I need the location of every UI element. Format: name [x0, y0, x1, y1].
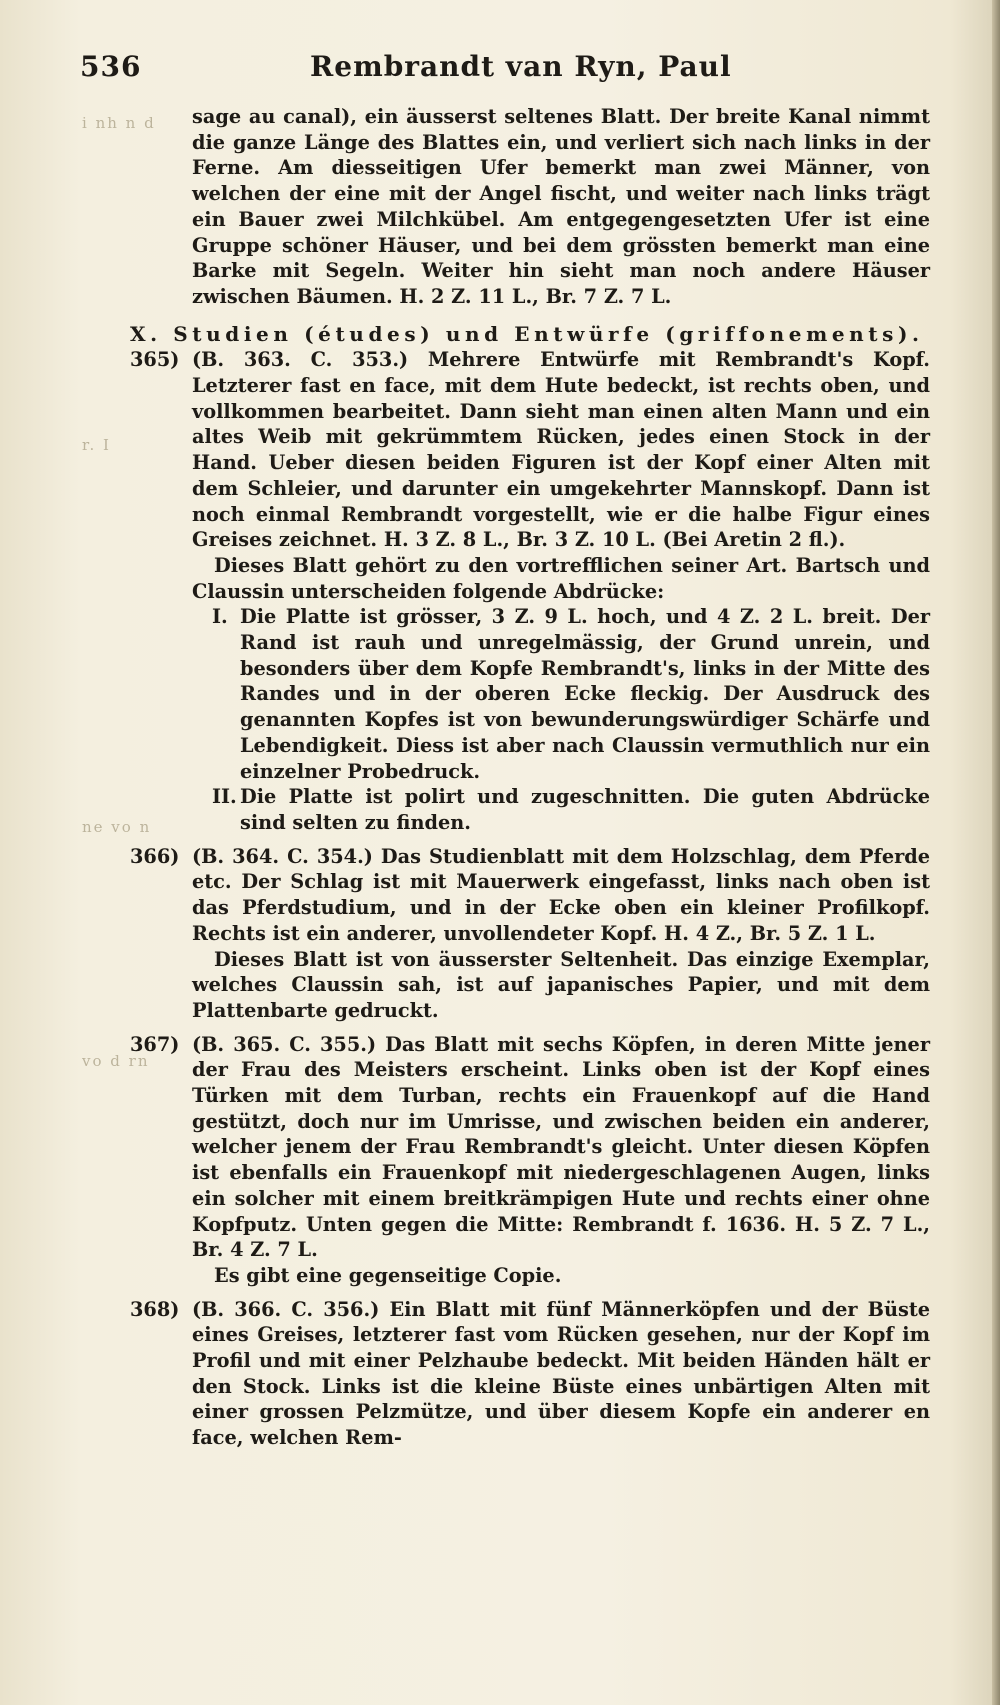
- entry-note: Es gibt eine gegenseitige Copie.: [214, 1263, 562, 1287]
- entry-note: Dieses Blatt gehört zu den vortrefflichen seiner Art. Bartsch und Claussin unterscheiden folgende Abdrücke:: [192, 553, 930, 603]
- section-heading: X. Studien (études) und Entwürfe (griffonements).: [130, 321, 924, 346]
- state-item: [130, 784, 930, 835]
- bleed-through-text: i nh n d: [82, 114, 156, 132]
- entry-description: (B. 363. C. 353.) Mehrere Entwürfe mit Rembrandt's Kopf. Letzterer fast en face, mit dem Hute bedeckt, ist rechts oben, und vollkommen bearbeitet. Dann sieht man einen alten Mann und ein altes Weib mit gekrümmtem Rücken, jedes einen Stock in der Hand. Ueber diesen beiden Figuren ist der Kopf einer Alten mit dem Schleier, und darunter ein umgekehrter Mannskopf. Dann ist noch einmal Rembrandt vorgestellt, wie er die halbe Figur eines Greises zeichnet. H. 3 Z. 8 L., Br. 3 Z. 10 L. (Bei Aretin 2 fl.).: [192, 348, 930, 552]
- running-title: Rembrandt van Ryn, Paul: [310, 50, 732, 83]
- entry-note: Dieses Blatt ist von äusserster Seltenheit. Das einzige Exemplar, welches Claussin sah, ist auf japanisches Papier, und mit dem Plattenbarte gedruckt.: [192, 947, 930, 1022]
- entry-number: 365): [130, 348, 180, 372]
- catalogue-entry: [130, 1297, 930, 1451]
- state-label: I.: [212, 605, 228, 629]
- bleed-through-text: ne vo n: [82, 818, 152, 836]
- catalogue-entry: [130, 1032, 930, 1289]
- bleed-through-text: r. I: [82, 436, 111, 454]
- state-item: [130, 604, 930, 784]
- page-number: 536: [80, 50, 142, 83]
- page-header: [80, 50, 940, 90]
- state-label: II.: [212, 785, 237, 809]
- page-body: [130, 104, 930, 1451]
- entry-description: (B. 364. C. 354.) Das Studienblatt mit dem Holzschlag, dem Pferde etc. Der Schlag ist mit Mauerwerk eingefasst, links nach oben ist das Pferdstudium, und in der Ecke oben ein kleiner Profilkopf. Rechts ist ein anderer, unvollendeter Kopf. H. 4 Z., Br. 5 Z. 1 L.: [192, 844, 930, 945]
- entry-number: 368): [130, 1297, 180, 1321]
- state-text: Die Platte ist polirt und zugeschnitten. Die guten Abdrücke sind selten zu finden.: [240, 785, 930, 834]
- state-text: Die Platte ist grösser, 3 Z. 9 L. hoch, und 4 Z. 2 L. breit. Der Rand ist rauh und unregelmässig, der Grund unrein, und besonders über dem Kopfe Rembrandt's, links in der Mitte des Randes und in der oberen Ecke fleckig. Der Ausdruck des genannten Kopfes ist von bewunderungswürdiger Schärfe und Lebendigkeit. Diess ist aber nach Claussin vermuthlich nur ein einzelner Probedruck.: [240, 605, 930, 783]
- bleed-through-text: vo d rn: [82, 1052, 150, 1070]
- page-edge: [992, 0, 1000, 1705]
- entry-number: 367): [130, 1032, 180, 1056]
- continued-paragraph: sage au canal), ein äusserst seltenes Blatt. Der breite Kanal nimmt die ganze Länge des Blattes ein, und verliert sich nach links in der Ferne. Am diesseitigen Ufer bemerkt man zwei Männer, von welchen der eine mit der Angel fischt, und weiter nach links trägt ein Bauer zwei Milchkübel. Am entgegengesetzten Ufer ist eine Gruppe schöner Häuser, und bei dem grössten bemerkt man eine Barke mit Segeln. Weiter hin sieht man noch andere Häuser zwischen Bäumen. H. 2 Z. 11 L., Br. 7 Z. 7 L.: [192, 105, 930, 308]
- catalogue-entry: [130, 844, 930, 1024]
- catalogue-entry: [130, 347, 930, 604]
- entry-number: 366): [130, 844, 180, 868]
- entry-description: (B. 366. C. 356.) Ein Blatt mit fünf Männerköpfen und der Büste eines Greises, letzterer fast vom Rücken gesehen, nur der Kopf im Profil und mit einer Pelzhaube bedeckt. Mit beiden Händen hält er den Stock. Links ist die kleine Büste eines unbärtigen Alten mit einer grossen Pelzmütze, und über diesem Kopfe ein anderer en face, welchen Rem-: [192, 1297, 930, 1450]
- entry-description: (B. 365. C. 355.) Das Blatt mit sechs Köpfen, in deren Mitte jener der Frau des Meisters erscheint. Links oben ist der Kopf eines Türken mit dem Turban, rechts ein Frauenkopf auf die Hand gestützt, doch nur im Umrisse, und zwischen beiden ein anderer, welcher jenem der Frau Rembrandt's gleicht. Unter diesen Köpfen ist ebenfalls ein Frauenkopf mit niedergeschlagenen Augen, links ein solcher mit einem breitkrämpigen Hute und rechts einer ohne Kopfputz. Unten gegen die Mitte: Rembrandt f. 1636. H. 5 Z. 7 L., Br. 4 Z. 7 L.: [192, 1032, 930, 1262]
